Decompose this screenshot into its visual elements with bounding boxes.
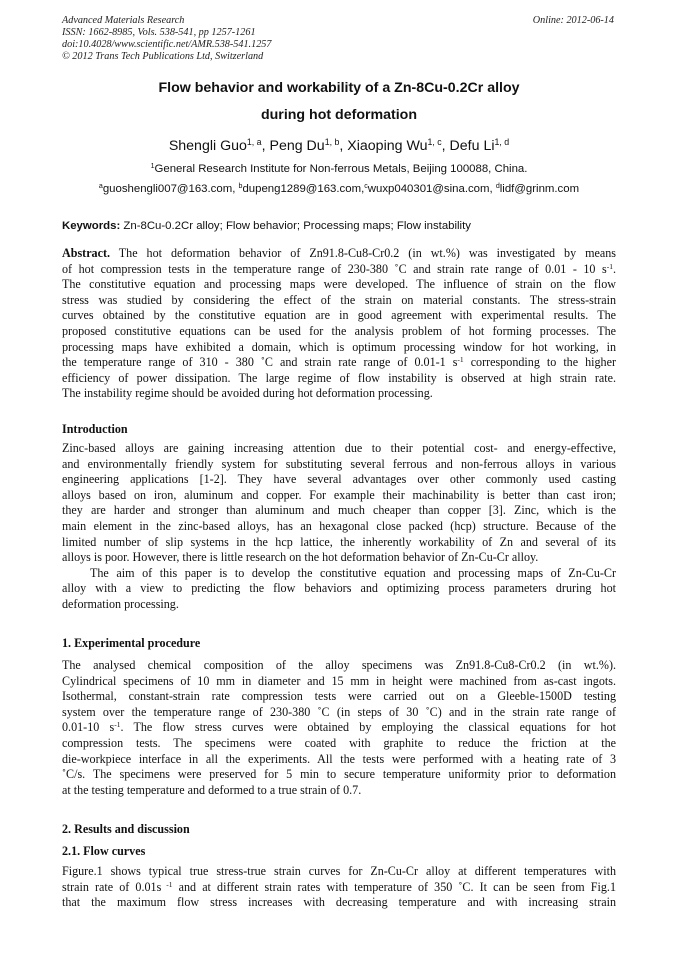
online-date: Online: 2012-06-14: [532, 15, 614, 26]
intro-line: and environmentally friendly system for substituting several ferrous and non-ferrous alloys in various: [62, 456, 616, 471]
journal-name: Advanced Materials Research: [62, 15, 185, 26]
introduction-heading: Introduction: [62, 422, 128, 436]
email-sup: c: [364, 183, 368, 191]
author-sup: 1, b: [324, 137, 340, 148]
author-sup: 1, d: [494, 137, 510, 148]
email-address[interactable]: guoshengli007@163.com: [102, 183, 233, 195]
author-sup: 1, a: [246, 137, 262, 148]
intro-line: alloy with a view to predicting the flow behaviors and optimizing process parameters druring hot: [62, 581, 616, 596]
abstract-line: curves obtained by the constitutive equation are in good agreement with experimental results. The: [62, 308, 616, 323]
section-1-line: Isothermal, constant-strain rate compression tests were carried out on a Gleeble-1500D testing: [62, 689, 616, 704]
intro-line: The aim of this paper is to develop the constitutive equation and processing maps of Zn-Cu-Cr: [90, 565, 616, 580]
section-1-line: compression tests. The specimens were coated with graphite to reduce the friction at the: [62, 735, 616, 750]
keywords: [62, 220, 616, 232]
email-sup: a: [98, 183, 103, 191]
section-2-line: Figure.1 shows typical true stress-true strain curves for Zn-Cu-Cr alloy at different temperatures with: [62, 864, 616, 878]
author-name: Shengli Guo: [168, 138, 247, 154]
journal-header: [62, 15, 271, 63]
paper-title-line-2: during hot deformation: [260, 107, 418, 123]
email-sup: b: [238, 183, 243, 191]
abstract-line: proposed constitutive equations can be used for the analysis problem of hot forming processes. The: [62, 323, 616, 338]
intro-line: engineering applications [1-2]. They have several advantages over other commonly used casting: [62, 472, 616, 487]
email-address[interactable]: dupeng1289@163.com: [242, 183, 362, 195]
abstract-label: Abstract.: [62, 246, 111, 260]
abstract-line: The instability regime should be avoided during hot deformation processing.: [62, 386, 433, 401]
section-1-line: die-workpiece interface in all the experiments. All the tests were performed with a heating rate of 3: [62, 751, 616, 766]
keywords-label: Keywords:: [62, 220, 121, 232]
section-1-heading: 1. Experimental procedure: [62, 636, 201, 650]
intro-line: limited number of slip systems in the hcp lattice, the inherently workability of Zn and several of its: [62, 534, 616, 549]
copyright: © 2012 Trans Tech Publications Ltd, Switzerland: [62, 51, 264, 62]
section-1-line: 0.01-10 $s^{-1}$. The flow stress curves were obtained by employing the classical equations for hot: [62, 720, 616, 735]
section-1-line: at the testing temperature and deformed to a true strain of 0.7.: [62, 782, 362, 797]
section-1-line: Cylindrical specimens of 10 mm in diameter and 15 mm in height were machined from as-cast ingots.: [62, 673, 616, 688]
section-2-1-heading: 2.1. Flow curves: [62, 844, 146, 858]
section-2-line: strain rate of 0.01s $^{-1}$ and at different strain rates with temperature of 350 ˚C. It can be seen from Fig.1: [62, 879, 616, 894]
section-1-line: system over the temperature range of 230-380 ˚C (in steps of 30 ˚C) and in the strain rate range of: [62, 704, 616, 719]
section-2-line: that the maximum flow stress increases with decreasing temperature and with increasing strain: [62, 895, 616, 910]
intro-line: deformation processing.: [62, 596, 179, 611]
author-name: Peng Du: [269, 138, 325, 154]
abstract-line: stress was studied by considering the effect of the strain on material constants. The stress-strain: [62, 292, 616, 307]
affiliation: [62, 163, 616, 175]
abstract-line: efficiency of power dissipation. The large regime of flow instability is observed at high strain rate.: [62, 370, 616, 385]
email-address[interactable]: wuxp040301@sina.com: [367, 183, 490, 195]
keywords-text: Zn-8Cu-0.2Cr alloy; Flow behavior; Processing maps; Flow instability: [123, 220, 471, 232]
email-list: $^a$guoshengli007@163.com, $^b$dupeng1289@163.com,$^c$wuxp040301@sina.com, $^d$lidf@grinm.com: [98, 183, 580, 195]
section-1-line: The analysed chemical composition of the alloy specimens was Zn91.8-Cu8-Cr0.2 (in wt.%).: [62, 658, 616, 672]
affiliation-sup: 1: [150, 163, 155, 171]
doi: doi:10.4028/www.scientific.net/AMR.538-541.1257: [62, 39, 272, 50]
intro-line: Zinc-based alloys are gaining increasing attention due to their potential cost- and energy-effective,: [62, 441, 616, 455]
affiliation-text: General Research Institute for Non-ferrous Metals, Beijing 100088, China.: [154, 163, 528, 175]
abstract-line: of hot compression tests in the temperature range of 230-380 ˚C and strain rate range of 0.01 - 10 $s^{-1}$.: [62, 261, 616, 276]
intro-line: main element in the zinc-based alloys, has an hexagonal close packed (hcp) structure. Because of the: [62, 518, 616, 533]
author-sup: 1, c: [427, 137, 442, 148]
section-2-heading: 2. Results and discussion: [62, 822, 190, 836]
intro-line: alloys based on iron, aluminum and copper. For example their machinability is better than cast iron;: [62, 487, 616, 502]
section-1-body: [62, 658, 616, 798]
intro-line: alloys is poor. However, there is little research on the hot deformation behavior of Zn-Cu-Cr alloy.: [62, 550, 539, 565]
abstract: [62, 246, 616, 402]
abstract-line: processing maps have exhibited a domain, which is optimum processing window for hot working, in: [62, 339, 616, 354]
author-name: Xiaoping Wu: [347, 138, 428, 154]
author-name: Defu Li: [449, 138, 495, 154]
issn: ISSN: 1662-8985, Vols. 538-541, pp 1257-1261: [62, 27, 256, 38]
email-address[interactable]: lidf@grinm.com: [499, 183, 580, 195]
section-1-line: ˚C/s. The specimens were preserved for 5 min to secure temperature uniformity prior to deformation: [62, 767, 616, 782]
author-list: Shengli Guo$^{1, a}$, Peng Du$^{1, b}$, Xiaoping Wu$^{1, c}$, Defu Li$^{1, d}$: [168, 137, 510, 154]
section-2-1-body: [62, 864, 616, 911]
email-sup: d: [495, 183, 500, 191]
introduction-body: [62, 441, 616, 613]
abstract-line: the temperature range of 310 - 380 ˚C and strain rate range of 0.01-1 $s^{-1}$ corresponding to the higher: [62, 355, 617, 370]
paper-title-line-1: Flow behavior and workability of a Zn-8Cu-0.2Cr alloy: [158, 80, 520, 96]
abstract-line: The constitutive equation and processing maps were developed. The influence of strain on the flow: [62, 277, 616, 292]
abstract-line: Abstract. The hot deformation behavior of Zn91.8-Cu8-Cr0.2 (in wt.%) was investigated by means: [62, 246, 616, 260]
intro-line: they are harder and stronger than aluminum and much cheaper than copper [3]. Zinc, which is the: [62, 503, 616, 518]
